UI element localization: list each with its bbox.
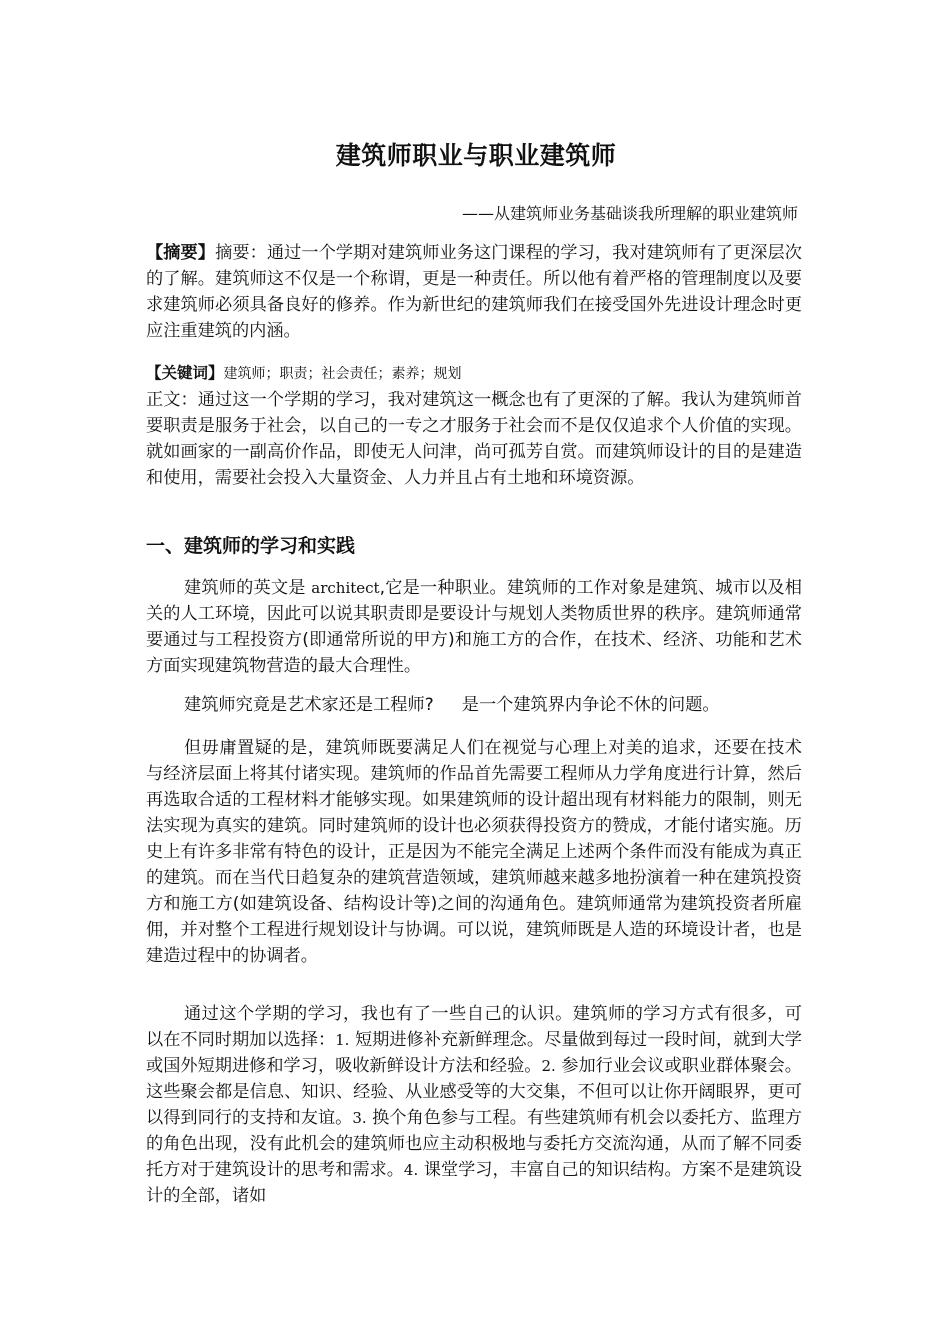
document-subtitle: ——从建筑师业务基础谈我所理解的职业建筑师 — [461, 204, 798, 223]
para4-sentence-3: 参加行业会议或职业群体聚会。这些聚会都是信息、知识、经验、从业感受等的大交集，不但可以让你开阔眼界，更可以得到同行的支持和友谊。 — [146, 1056, 802, 1128]
para4-number-4: 4. — [403, 1161, 419, 1179]
intro-paragraph: 正文：通过这一个学期的学习，我对建筑这一概念也有了更深的了解。我认为建筑师首要职责是服务于社会，以自己的一专之才服务于社会而不是仅仅追求个人价值的实现。就如画家的一副高价作品，即使无人问津，尚可孤芳自赏。而建筑师设计的目的是建造和使用，需要社会投入大量资金、人力并且占有土地和环境资源。 — [146, 390, 802, 488]
paragraph-architect-definition — [146, 575, 802, 679]
para4-number-1: 1. — [335, 1031, 350, 1049]
paragraph-artist-or-engineer — [146, 692, 802, 718]
para4-sentence-1: 通过这个学期的学习，我也有了一些自己的认识。建筑师的学习方式有很多，可以在不同时期加以选择： — [146, 1004, 802, 1050]
abstract-paragraph — [146, 240, 802, 344]
section-heading: 一、建筑师的学习和实践 — [146, 535, 356, 557]
para4-number-3: 3. — [352, 1109, 367, 1127]
para1-before: 建筑师的英文是 — [184, 578, 312, 598]
para4-sentence-4: 换个角色参与工程。有些建筑师有机会以委托方、监理方的角色出现，没有此机会的建筑师也应主动积极地与委托方交流沟通，从而了解不同委托方对于建筑设计的思考和需求。 — [146, 1108, 802, 1180]
para1-term: architect — [311, 579, 380, 597]
paragraph-undoubtedly: 但毋庸置疑的是，建筑师既要满足人们在视觉与心理上对美的追求，还要在技术与经济层面上将其付诸实现。建筑师的作品首先需要工程师从力学角度进行计算，然后再选取合适的工程材料才能够实现。如果建筑师的设计超出现有材料能力的限制，则无法实现为真实的建筑。同时建筑师的设计也必须获得投资方的赞成，才能付诸实施。历史上有许多非常有特色的设计，正是因为不能完全满足上述两个条件而没有能成为真正的建筑。而在当代日趋复杂的建筑营造领域，建筑师越来越多地扮演着一种在建筑投资方和施工方(如建筑设备、结构设计等)之间的沟通角色。建筑师通常为建筑投资者所雇佣，并对整个工程进行规划设计与协调。可以说，建筑师既是人造的环境设计者，也是建造过程中的协调者。 — [146, 738, 802, 966]
paragraph-learning-methods — [146, 1001, 802, 1209]
keywords-line — [146, 361, 802, 386]
para4-number-2: 2. — [541, 1057, 556, 1075]
abstract-tag: 【摘要】 — [146, 243, 216, 263]
abstract-text: 摘要：通过一个学期对建筑师业务这门课程的学习，我对建筑师有了更深层次的了解。建筑师这不仅是一个称谓，更是一种责任。所以他有着严格的管理制度以及要求建筑师必须具备良好的修养。作为新世纪的建筑师我们在接受国外先进设计理念时更应注重建筑的内涵。 — [146, 243, 802, 341]
para2-question: 建筑师究竟是艺术家还是工程师? — [184, 695, 434, 715]
keywords-tag: 【关键词】 — [146, 364, 224, 382]
keywords-text: 建筑师；职责；社会责任；素养；规划 — [223, 366, 462, 382]
para2-rest: 是一个建筑界内争论不休的问题。 — [461, 695, 720, 715]
para4-sentence-5: 课堂学习，丰富自己的知识结构。方案不是建筑设计的全部，诸如 — [146, 1160, 802, 1206]
para1-after: ,它是一种职业。建筑师的工作对象是建筑、城市以及相关的人工环境，因此可以说其职责即是要设计与规划人类物质世界的秩序。建筑师通常要通过与工程投资方(即通常所说的甲方)和施工方的合作，在技术、经济、功能和艺术方面实现建筑物营造的最大合理性。 — [146, 578, 802, 676]
document-page — [146, 0, 806, 1344]
document-title: 建筑师职业与职业建筑师 — [335, 141, 617, 170]
para4-sentence-2: 短期进修补充新鲜理念。尽量做到每过一段时间，就到大学或国外短期进修和学习，吸收新鲜设计方法和经验。 — [146, 1030, 802, 1076]
